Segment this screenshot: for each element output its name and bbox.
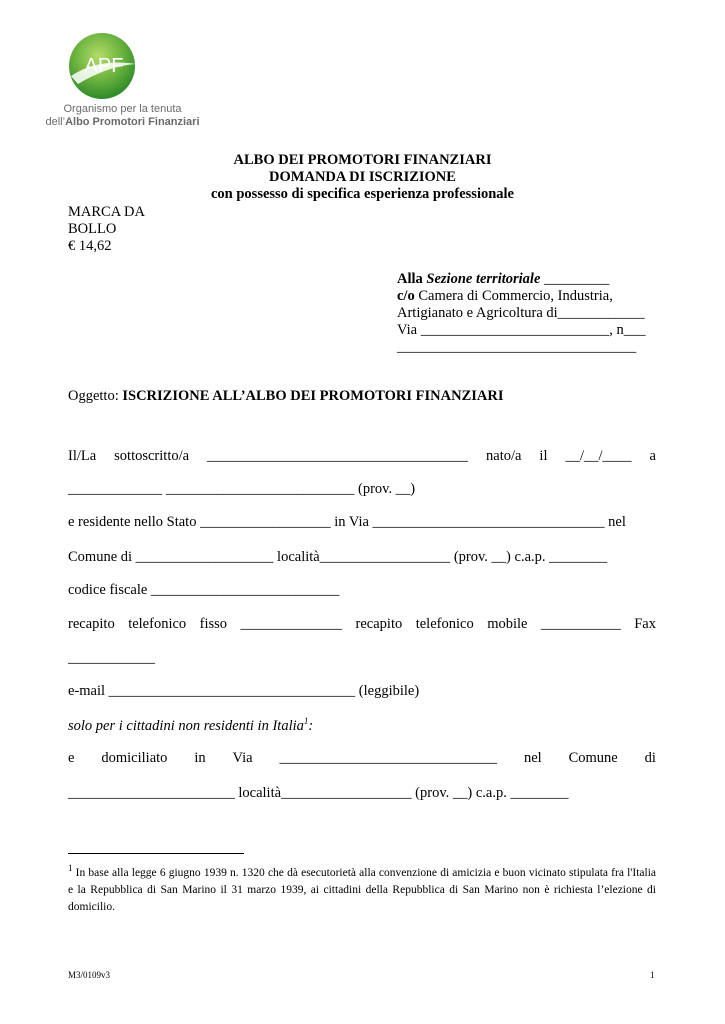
logo-mark: APF [84,55,124,77]
row-email[interactable]: e-mail __________________________________ (leggibile) [68,683,420,699]
title-line2: DOMANDA DI ISCRIZIONE [269,169,456,185]
address-line4: Via __________________________, n___ [397,322,646,338]
stamp-line1: MARCA DA [68,204,145,220]
logo-caption-line1: Organismo per la tenuta [63,103,182,115]
row-recapiti[interactable]: recapito telefonico fisso ______________ recapito telefonico mobile ___________ Fax [68,616,656,632]
footnote-rule [68,853,244,854]
title-line1: ALBO DEI PROMOTORI FINANZIARI [233,152,492,168]
address-line2: c/o Camera di Commercio, Industria, [397,288,613,304]
address-line3: Artigianato e Agricoltura di____________ [397,305,645,321]
row-sottoscritto[interactable]: Il/La sottoscritto/a ____________________________________ nato/a il __/__/____ a [68,448,656,464]
row-residenza[interactable]: e residente nello Stato __________________ in Via ________________________________ nel [68,514,626,530]
logo-caption [40,103,205,129]
page-number: 1 [650,970,655,980]
row-codice-fiscale[interactable]: codice fiscale __________________________ [68,582,340,598]
address-line1: Alla Sezione territoriale _________ [397,271,610,287]
address-line5: _________________________________ [397,339,637,355]
row-domicilio-comune[interactable]: _______________________ località__________________ (prov. __) c.a.p. ________ [68,785,569,801]
footnote: $^1$ In base alla legge 6 giugno 1939 n. 1320 che dà esecutorietà alla convenzione di amicizia e buon vicinato stipulata fra l'Italia e la Repubblica di San Marino il 31 marzo 1939, ai cittadini della Repubblica di San Marino non è richiesta l’elezione di domicilio. [68,863,656,913]
subject-line: Oggetto: ISCRIZIONE ALL’ALBO DEI PROMOTORI FINANZIARI [68,388,504,404]
row-domicilio[interactable]: e domiciliato in Via ______________________________ nel Comune di [68,750,656,766]
form-code: M3/0109v3 [68,970,111,980]
title-line3: con possesso di specifica esperienza professionale [210,186,514,202]
stamp-line3: € 14,62 [68,238,112,254]
row-fax[interactable]: ____________ [68,650,155,666]
stamp-line2: BOLLO [68,221,117,237]
row-luogo-nascita[interactable]: _____________ __________________________ (prov. __) [68,481,416,497]
logo-caption-line2: dell’Albo Promotori Finanziari [45,116,200,128]
row-non-residenti: solo per i cittadini non residenti in Italia$^1$: [68,716,314,734]
row-comune[interactable]: Comune di ___________________ località__________________ (prov. __) c.a.p. ________ [68,549,608,565]
